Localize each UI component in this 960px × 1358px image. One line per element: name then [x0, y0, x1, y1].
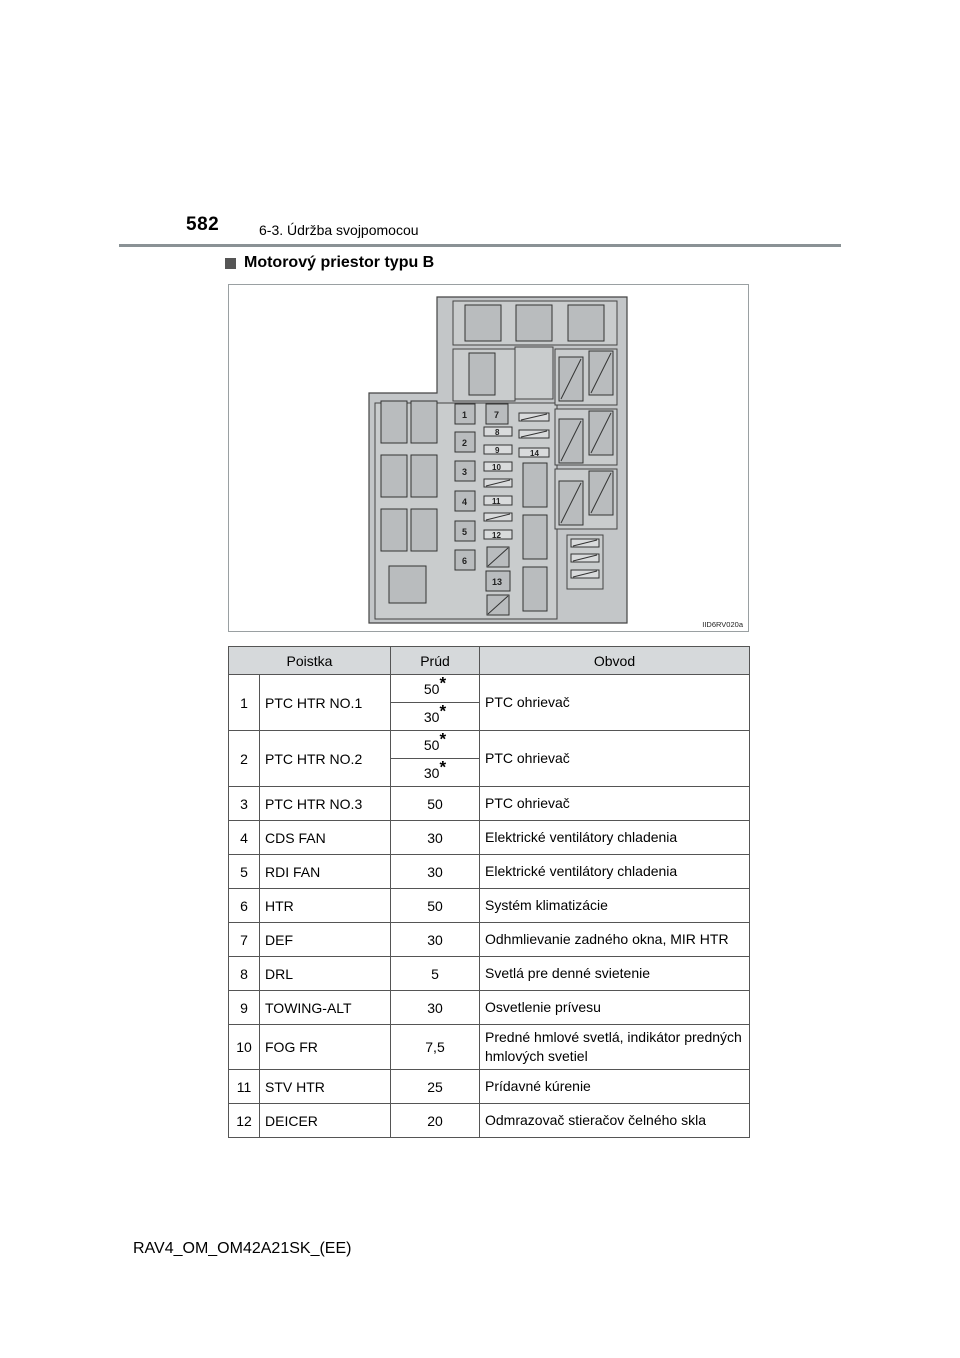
- fuse-name: TOWING-ALT: [260, 991, 391, 1025]
- fuse-circuit: Elektrické ventilátory chladenia: [480, 855, 750, 889]
- fuse-name: STV HTR: [260, 1070, 391, 1104]
- fuse-name: PTC HTR NO.1: [260, 675, 391, 731]
- fuse-amp: 20: [391, 1104, 480, 1138]
- table-row: [229, 1104, 750, 1138]
- fuse-label-9: 9: [495, 446, 500, 455]
- fuse-circuit: Systém klimatizácie: [480, 889, 750, 923]
- fuse-number: 2: [229, 731, 260, 787]
- fuse-label-3: 3: [462, 467, 468, 477]
- fuse-amp: 50: [391, 889, 480, 923]
- fuse-box-diagram: [228, 284, 749, 632]
- bullet-square-icon: [225, 258, 236, 269]
- fuse-amp: 25: [391, 1070, 480, 1104]
- asterisk: *: [439, 728, 447, 748]
- table-row: [229, 889, 750, 923]
- top-relay: [516, 305, 552, 341]
- fuse-number: 10: [229, 1025, 260, 1070]
- fuse-box-svg: [229, 285, 750, 633]
- fuse-amp: 30*: [391, 759, 480, 787]
- subheading: [225, 254, 434, 272]
- fuse-circuit: Svetlá pre denné svietenie: [480, 957, 750, 991]
- asterisk: *: [439, 700, 447, 720]
- fuse-name: PTC HTR NO.2: [260, 731, 391, 787]
- mid-relay: [469, 353, 495, 395]
- fuse-circuit: PTC ohrievač: [480, 787, 750, 821]
- fuse-number: 4: [229, 821, 260, 855]
- table-row: [229, 923, 750, 957]
- fuse-label-2: 2: [462, 438, 468, 448]
- header-current: Prúd: [391, 647, 480, 675]
- fuse-name: DRL: [260, 957, 391, 991]
- fuse-amp: 50*: [391, 675, 480, 703]
- fuse-number: 3: [229, 787, 260, 821]
- header-fuse: Poistka: [229, 647, 391, 675]
- table-row: [229, 787, 750, 821]
- fuse-amp: 7,5: [391, 1025, 480, 1070]
- fuse-number: 9: [229, 991, 260, 1025]
- fuse-label-1: 1: [462, 410, 468, 420]
- table-row: [229, 1070, 750, 1104]
- fuse-number: 12: [229, 1104, 260, 1138]
- fuse-amp: 5: [391, 957, 480, 991]
- fuse-circuit: PTC ohrievač: [480, 675, 750, 731]
- fuse-amp: 30: [391, 821, 480, 855]
- fuse-label-14: 14: [530, 449, 539, 458]
- fuse-number: 8: [229, 957, 260, 991]
- fuse-number: 7: [229, 923, 260, 957]
- top-relay: [465, 305, 501, 341]
- fuse-label-8: 8: [495, 428, 500, 437]
- fuse-circuit: Predné hmlové svetlá, indikátor predných hmlových svetiel: [480, 1025, 750, 1070]
- figure-id: IID6RV020a: [702, 620, 743, 629]
- fuse-label-6: 6: [462, 556, 468, 566]
- fuse-name: DEICER: [260, 1104, 391, 1138]
- fuse-label-7: 7: [494, 410, 500, 420]
- table-row: [229, 855, 750, 889]
- fuse-name: PTC HTR NO.3: [260, 787, 391, 821]
- fuse-label-4: 4: [462, 497, 468, 507]
- fuse-circuit: Osvetlenie prívesu: [480, 991, 750, 1025]
- table-row: [229, 821, 750, 855]
- fuse-amp: 30: [391, 923, 480, 957]
- asterisk: *: [439, 672, 447, 692]
- table-row: [229, 957, 750, 991]
- fuse-number: 1: [229, 675, 260, 731]
- fuse-amp: 50: [391, 787, 480, 821]
- fuse-name: RDI FAN: [260, 855, 391, 889]
- fuse-number: 11: [229, 1070, 260, 1104]
- fuse-name: FOG FR: [260, 1025, 391, 1070]
- fuse-circuit: PTC ohrievač: [480, 731, 750, 787]
- fuse-number: 6: [229, 889, 260, 923]
- fuse-circuit: Odmrazovač stieračov čelného skla: [480, 1104, 750, 1138]
- fuse-label-13: 13: [492, 577, 503, 587]
- fuse-circuit: Prídavné kúrenie: [480, 1070, 750, 1104]
- fuse-amp: 50*: [391, 731, 480, 759]
- fuse-label-11: 11: [492, 497, 501, 506]
- fuse-label-12: 12: [492, 531, 501, 540]
- fuse-name: HTR: [260, 889, 391, 923]
- fuse-circuit: Elektrické ventilátory chladenia: [480, 821, 750, 855]
- table-row: [229, 1025, 750, 1070]
- page-number: 582: [186, 214, 220, 235]
- table-row: [229, 991, 750, 1025]
- top-relay: [568, 305, 604, 341]
- header-circuit: Obvod: [480, 647, 750, 675]
- asterisk: *: [439, 756, 447, 776]
- table-header-row: [229, 647, 750, 675]
- header-rule: [119, 244, 841, 247]
- fuse-name: CDS FAN: [260, 821, 391, 855]
- fuse-label-10: 10: [492, 463, 501, 472]
- fuse-amp: 30: [391, 855, 480, 889]
- fuse-number: 5: [229, 855, 260, 889]
- fuse-amp: 30*: [391, 703, 480, 731]
- fuse-table: [228, 646, 750, 1138]
- footer-doc-id: RAV4_OM_OM42A21SK_(EE): [133, 1240, 352, 1257]
- fuse-label-5: 5: [462, 527, 468, 537]
- fuse-name: DEF: [260, 923, 391, 957]
- fuse-circuit: Odhmlievanie zadného okna, MIR HTR: [480, 923, 750, 957]
- table-row: [229, 731, 750, 759]
- fuse-amp: 30: [391, 991, 480, 1025]
- table-row: [229, 675, 750, 703]
- subheading-text: Motorový priestor typu B: [244, 254, 435, 271]
- section-title: 6-3. Údržba svojpomocou: [259, 222, 419, 238]
